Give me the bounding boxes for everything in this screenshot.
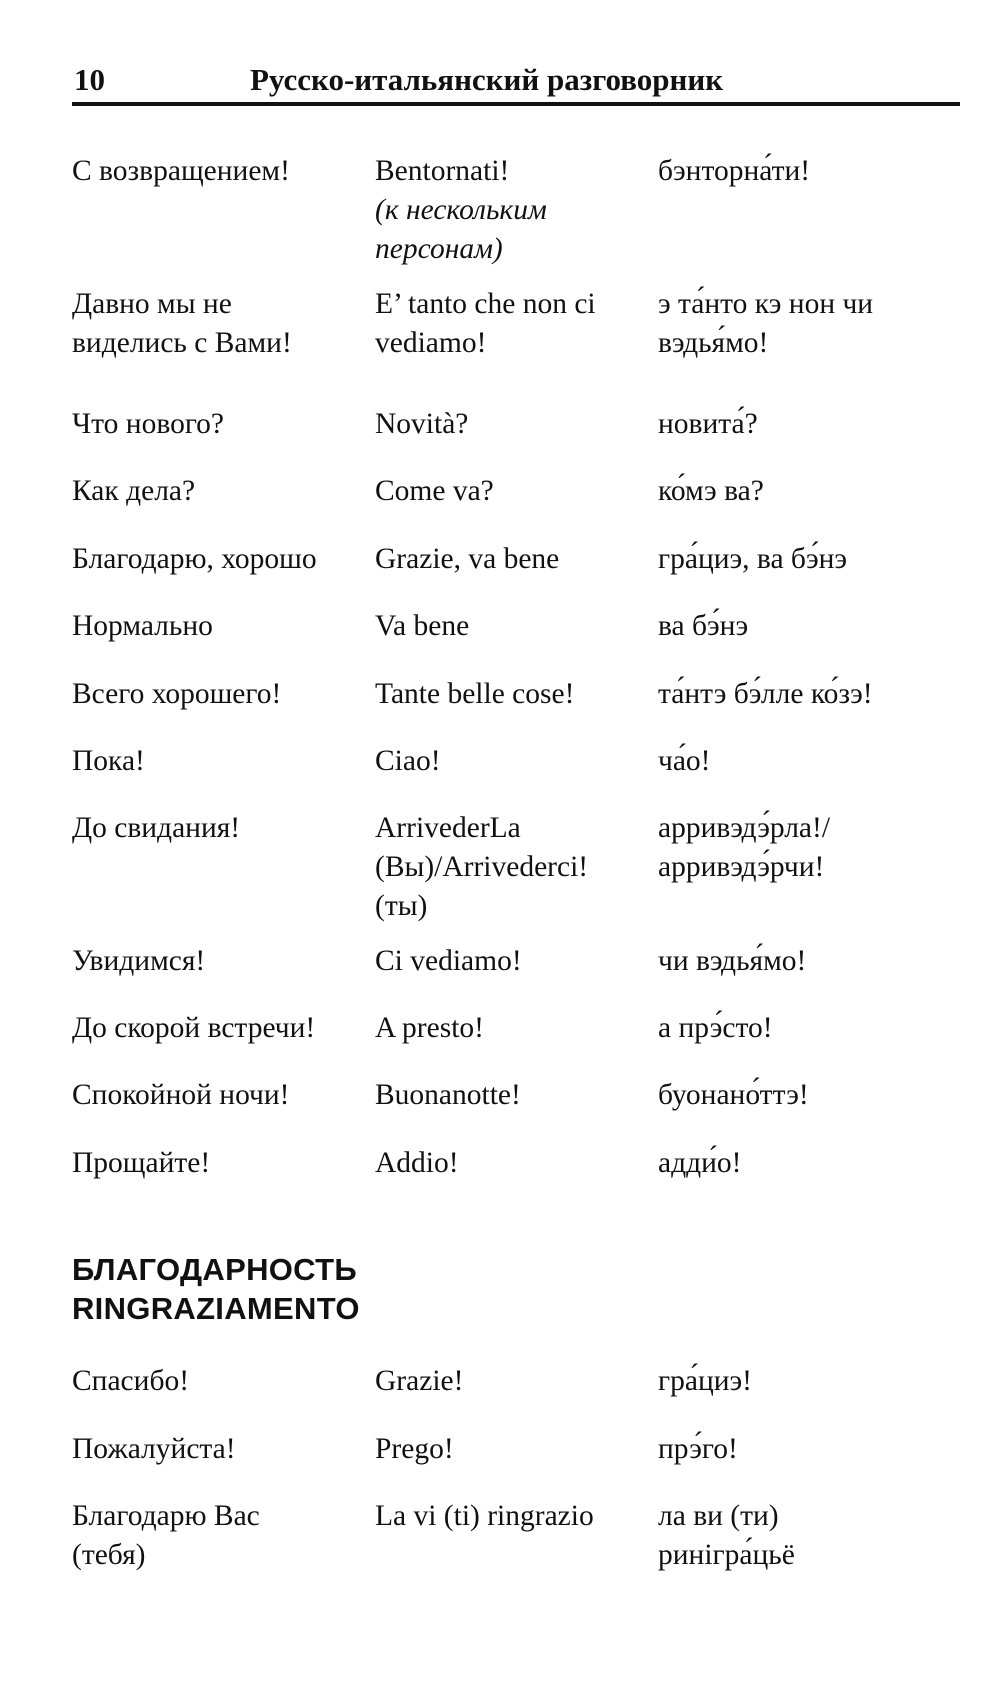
italian-phrase: E’ tanto che non ci vediamo! (375, 288, 596, 359)
transcription: чи вэдья́мо! (658, 945, 807, 977)
russian-phrase: Всего хорошего! (72, 678, 282, 710)
transcription: прэ́го! (658, 1433, 738, 1465)
russian-phrase: С возвращением! (72, 155, 290, 187)
italian-phrase: Tante belle cose! (375, 678, 575, 710)
page-header (72, 58, 960, 106)
section-heading-italian: RINGRAZIAMENTO (72, 1291, 360, 1326)
russian-phrase: Увидимся! (72, 945, 206, 977)
italian-phrase: Buonanotte! (375, 1079, 521, 1111)
transcription: ва бэ́нэ (658, 610, 749, 642)
italian-phrase: Come va? (375, 475, 494, 507)
transcription: а прэ́сто! (658, 1012, 773, 1044)
transcription: ча́о! (658, 745, 711, 777)
russian-phrase: Прощайте! (72, 1147, 211, 1179)
russian-phrase: Пожалуйста! (72, 1433, 236, 1465)
page-number: 10 (74, 62, 105, 97)
italian-phrase: A presto! (375, 1012, 484, 1044)
transcription: новита́? (658, 408, 758, 440)
usage-note: (к нескольким (375, 194, 547, 226)
transcription: арривэдэ́рла!/ арривэдэ́рчи! (658, 812, 831, 883)
transcription: э та́нто кэ нон чи вэдья́мо! (658, 288, 874, 359)
russian-phrase: Пока! (72, 745, 145, 777)
transcription: адди́о! (658, 1147, 742, 1179)
russian-phrase: До свидания! (72, 812, 241, 844)
transcription: та́нтэ бэ́лле ко́зэ! (658, 678, 873, 710)
russian-phrase: Как дела? (72, 475, 196, 507)
russian-phrase: До скорой встречи! (72, 1012, 316, 1044)
transcription: буонано́ттэ! (658, 1079, 809, 1111)
italian-phrase: Prego! (375, 1433, 454, 1465)
russian-phrase: Благодарю Вас (тебя) (72, 1500, 260, 1571)
italian-phrase: Addio! (375, 1147, 459, 1179)
running-title: Русско-итальянский разговорник (250, 62, 724, 97)
transcription: ла ви (ти) ринігра́цьё (658, 1500, 795, 1571)
italian-phrase: Ciao! (375, 745, 441, 777)
usage-note: персонам) (375, 233, 503, 265)
italian-phrase: Novità? (375, 408, 469, 440)
transcription: ко́мэ ва? (658, 475, 764, 507)
italian-phrase: ArrivederLa (Вы)/Arrivederci! (ты) (375, 812, 589, 922)
italian-phrase: Grazie, va bene (375, 543, 560, 575)
transcription: гра́циэ! (658, 1365, 753, 1397)
transcription: гра́циэ, ва бэ́нэ (658, 543, 848, 575)
italian-phrase: Va bene (375, 610, 470, 642)
italian-phrase: Ci vediamo! (375, 945, 522, 977)
transcription: бэнторна́ти! (658, 155, 811, 187)
italian-phrase: La vi (ti) ringrazio (375, 1500, 594, 1532)
russian-phrase: Давно мы не виделись с Вами! (72, 288, 292, 359)
russian-phrase: Нормально (72, 610, 213, 642)
russian-phrase: Что нового? (72, 408, 225, 440)
section-heading (72, 1250, 360, 1328)
section-heading-russian: БЛАГОДАРНОСТЬ (72, 1252, 357, 1287)
italian-phrase: Bentornati! (к нескольким персонам) (375, 152, 547, 269)
russian-phrase: Благодарю, хорошо (72, 543, 317, 575)
russian-phrase: Спасибо! (72, 1365, 190, 1397)
italian-phrase: Grazie! (375, 1365, 464, 1397)
russian-phrase: Спокойной ночи! (72, 1079, 290, 1111)
